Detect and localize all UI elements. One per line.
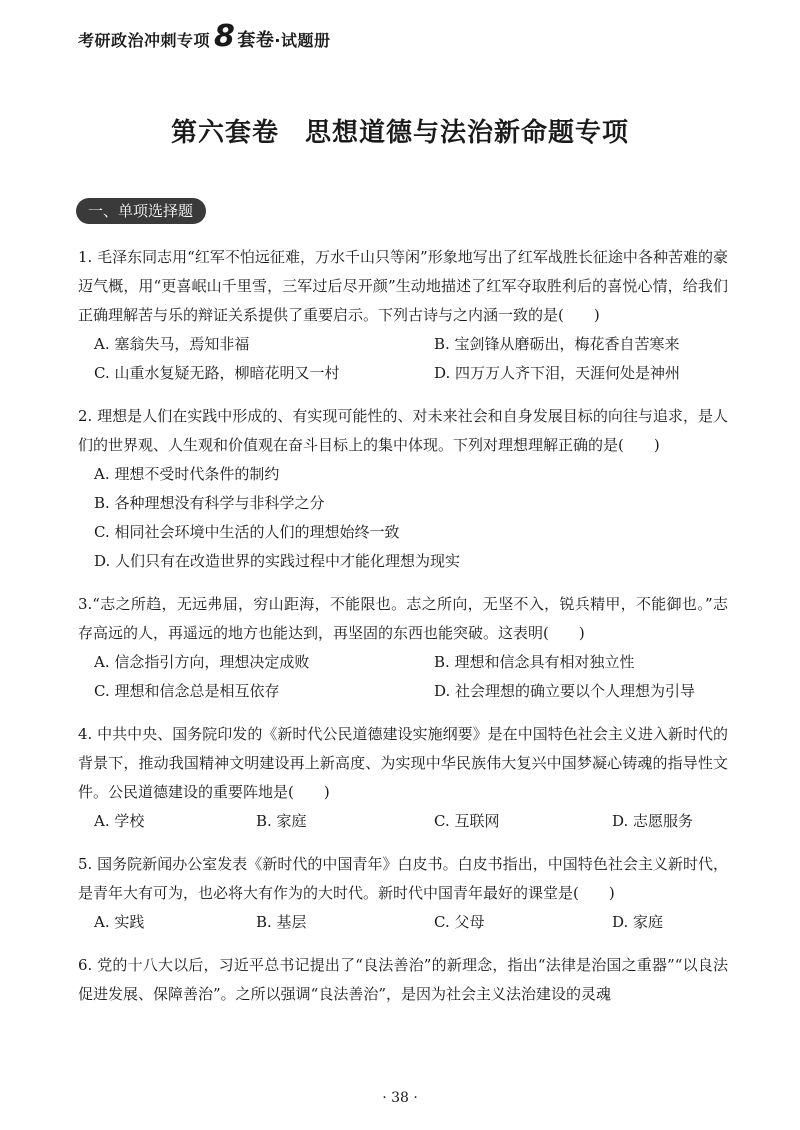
- option-c: C. 山重水复疑无路，柳暗花明又一村: [94, 364, 340, 382]
- title-part1: 第六套卷: [170, 118, 279, 148]
- question-1: [78, 243, 728, 388]
- option-b: B. 宝剑锋从磨砺出，梅花香自苦寒来: [434, 335, 680, 353]
- options: [78, 460, 728, 576]
- page-number: · 38 ·: [382, 1090, 418, 1106]
- option-d: D. 人们只有在改造世界的实践过程中才能化理想为现实: [94, 552, 461, 570]
- option-a: A. 学校: [94, 812, 145, 830]
- option-d: D. 家庭: [612, 913, 664, 931]
- option-b: B. 各种理想没有科学与非科学之分: [94, 494, 325, 512]
- question-stem: 3.“志之所趋，无远弗届，穷山距海，不能限也。志之所向，无坚不入，锐兵精甲，不能御也。”志存高远的人，再遥远的地方也能达到，再坚固的东西也能突破。这表明( ): [78, 595, 728, 642]
- option-c: C. 父母: [434, 913, 485, 931]
- option-a: A. 实践: [94, 913, 145, 931]
- question-5: [78, 850, 728, 937]
- option-d: D. 志愿服务: [612, 812, 694, 830]
- option-a: A. 理想不受时代条件的制约: [94, 465, 280, 483]
- option-d: D. 社会理想的确立要以个人理想为引导: [434, 682, 696, 700]
- options: [78, 807, 728, 836]
- option-b: B. 基层: [256, 913, 307, 931]
- question-list: [78, 243, 728, 1023]
- question-3: [78, 590, 728, 706]
- header-number: 8: [214, 19, 236, 54]
- options: [78, 330, 728, 388]
- question-4: [78, 720, 728, 836]
- page-title: [0, 112, 800, 149]
- option-d: D. 四万万人齐下泪，天涯何处是神州: [434, 364, 681, 382]
- title-part2: 思想道德与法治新命题专项: [305, 118, 630, 148]
- option-a: A. 塞翁失马，焉知非福: [94, 335, 250, 353]
- running-header: [78, 19, 331, 54]
- question-stem: 2. 理想是人们在实践中形成的、有实现可能性的、对未来社会和自身发展目标的向往与追求，是人们的世界观、人生观和价值观在奋斗目标上的集中体现。下列对理想理解正确的是( ): [78, 407, 728, 454]
- header-prefix: 考研政治冲刺专项: [78, 31, 211, 50]
- options: [78, 908, 728, 937]
- section-label: 一、单项选择题: [76, 198, 206, 224]
- header-suffix: ·试题册: [274, 31, 331, 50]
- question-6: [78, 951, 728, 1009]
- option-c: C. 相同社会环境中生活的人们的理想始终一致: [94, 523, 400, 541]
- header-bold: 套卷: [237, 30, 275, 51]
- option-b: B. 理想和信念具有相对独立性: [434, 653, 635, 671]
- question-stem: 6. 党的十八大以后，习近平总书记提出了“良法善治”的新理念，指出“法律是治国之重器”“以良法促进发展、保障善治”。之所以强调“良法善治”，是因为社会主义法治建设的灵魂: [78, 956, 728, 1003]
- question-stem: 5. 国务院新闻办公室发表《新时代的中国青年》白皮书。白皮书指出，中国特色社会主义新时代，是青年大有可为，也必将大有作为的大时代。新时代中国青年最好的课堂是( ): [78, 855, 728, 902]
- question-stem: 1. 毛泽东同志用“红军不怕远征难，万水千山只等闲”形象地写出了红军战胜长征途中各种苦难的豪迈气概，用“更喜岷山千里雪，三军过后尽开颜”生动地描述了红军夺取胜利后的喜悦心情，给我们正确理解苦与乐的辩证关系提供了重要启示。下列古诗与之内涵一致的是( ): [78, 248, 728, 324]
- options: [78, 648, 728, 706]
- question-stem: 4. 中共中央、国务院印发的《新时代公民道德建设实施纲要》是在中国特色社会主义进入新时代的背景下，推动我国精神文明建设再上新高度、为实现中华民族伟大复兴中国梦凝心铸魂的指导性文件。公民道德建设的重要阵地是( ): [78, 725, 728, 801]
- option-c: C. 理想和信念总是相互依存: [94, 682, 280, 700]
- question-2: [78, 402, 728, 576]
- option-a: A. 信念指引方向，理想决定成败: [94, 653, 310, 671]
- option-b: B. 家庭: [256, 812, 307, 830]
- option-c: C. 互联网: [434, 812, 500, 830]
